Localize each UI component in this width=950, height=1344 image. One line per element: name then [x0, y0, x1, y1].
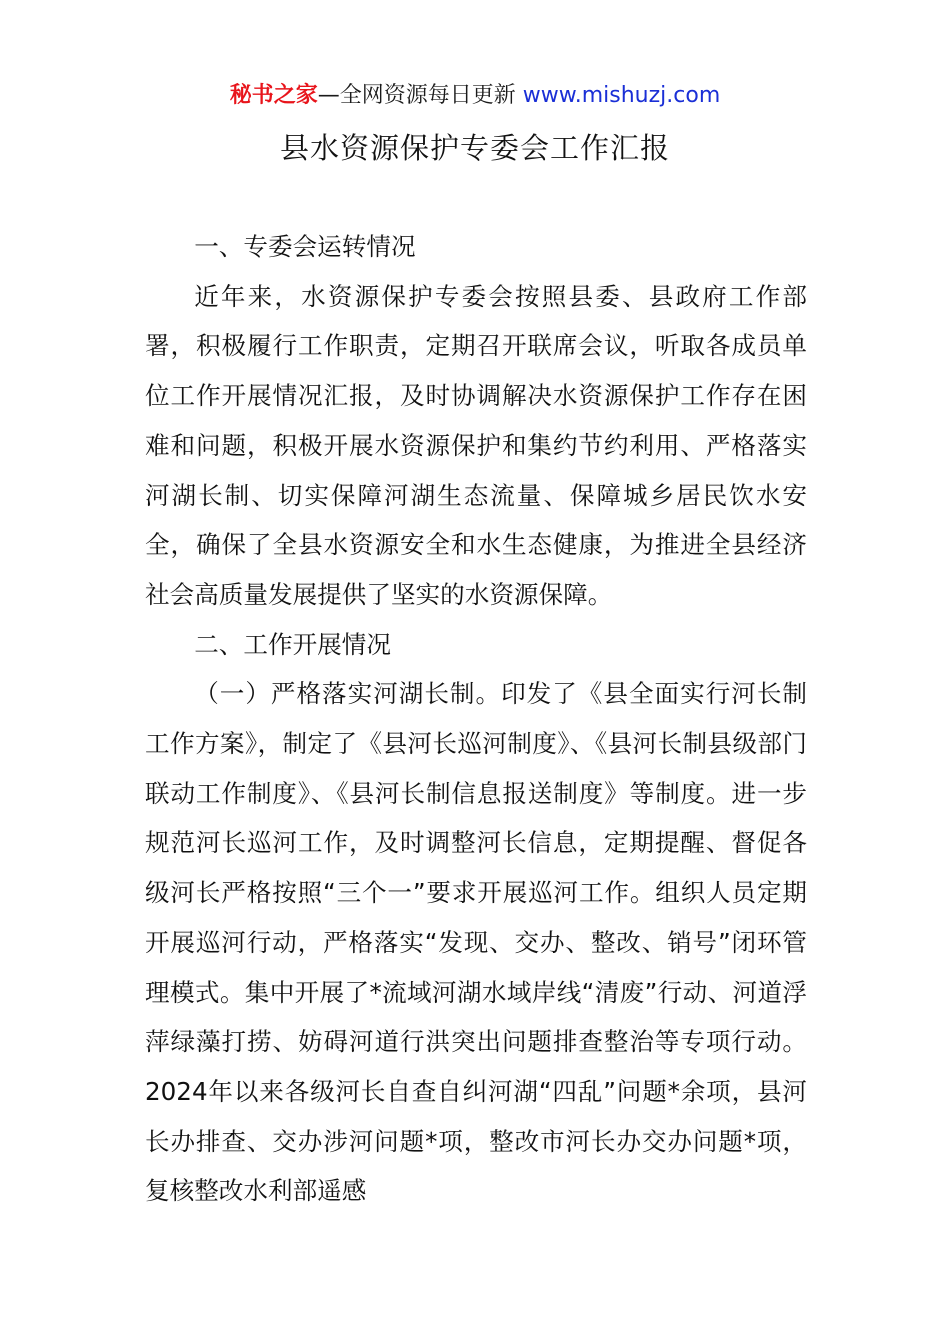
page-header — [0, 80, 950, 112]
header-tagline: —全网资源每日更新 — [317, 83, 516, 108]
document-title: 县水资源保护专委会工作汇报 — [279, 131, 670, 165]
brand-name: 秘书之家 — [229, 83, 318, 108]
paragraph-1: 近年来，水资源保护专委会按照县委、县政府工作部署，积极履行工作职责，定期召开联席会议，听取各成员单位工作开展情况汇报，及时协调解决水资源保护工作存在困难和问题，积极开展水资源保护和集约节约利用、严格落实河湖长制、切实保障河湖生态流量、保障城乡居民饮水安全，确保了全县水资源安全和水生态健康，为推进全县经济社会高质量发展提供了坚实的水资源保障。 — [145, 281, 807, 609]
section-heading-2: 二、工作开展情况 — [194, 629, 391, 659]
section-heading-1: 一、专委会运转情况 — [194, 232, 416, 261]
paragraph-2: （一）严格落实河湖长制。印发了《县全面实行河长制工作方案》，制定了《县河长巡河制度》、《县河长制县级部门联动工作制度》、《县河长制信息报送制度》等制度。进一步规范河长巡河工作，及时调整河长信息，定期提醒、督促各级河长严格按照“三个一”要求开展巡河工作。组织人员定期开展巡河行动，严格落实“发现、交办、整改、销号”闭环管理模式。集中开展了*流域河湖水域岸线“清废”行动、河道浮萍绿藻打捞、妨碍河道行洪突出问题排查整治等专项行动。2024年以来各级河长自查自纠河湖“四乱”问题*余项，县河长办排查、交办涉河问题*项，整改市河长办交办问题*项，复核整改水利部遥感 — [145, 679, 807, 1206]
document-body — [145, 222, 807, 1216]
site-url-link[interactable]: www.mishuzj.com — [522, 83, 721, 108]
